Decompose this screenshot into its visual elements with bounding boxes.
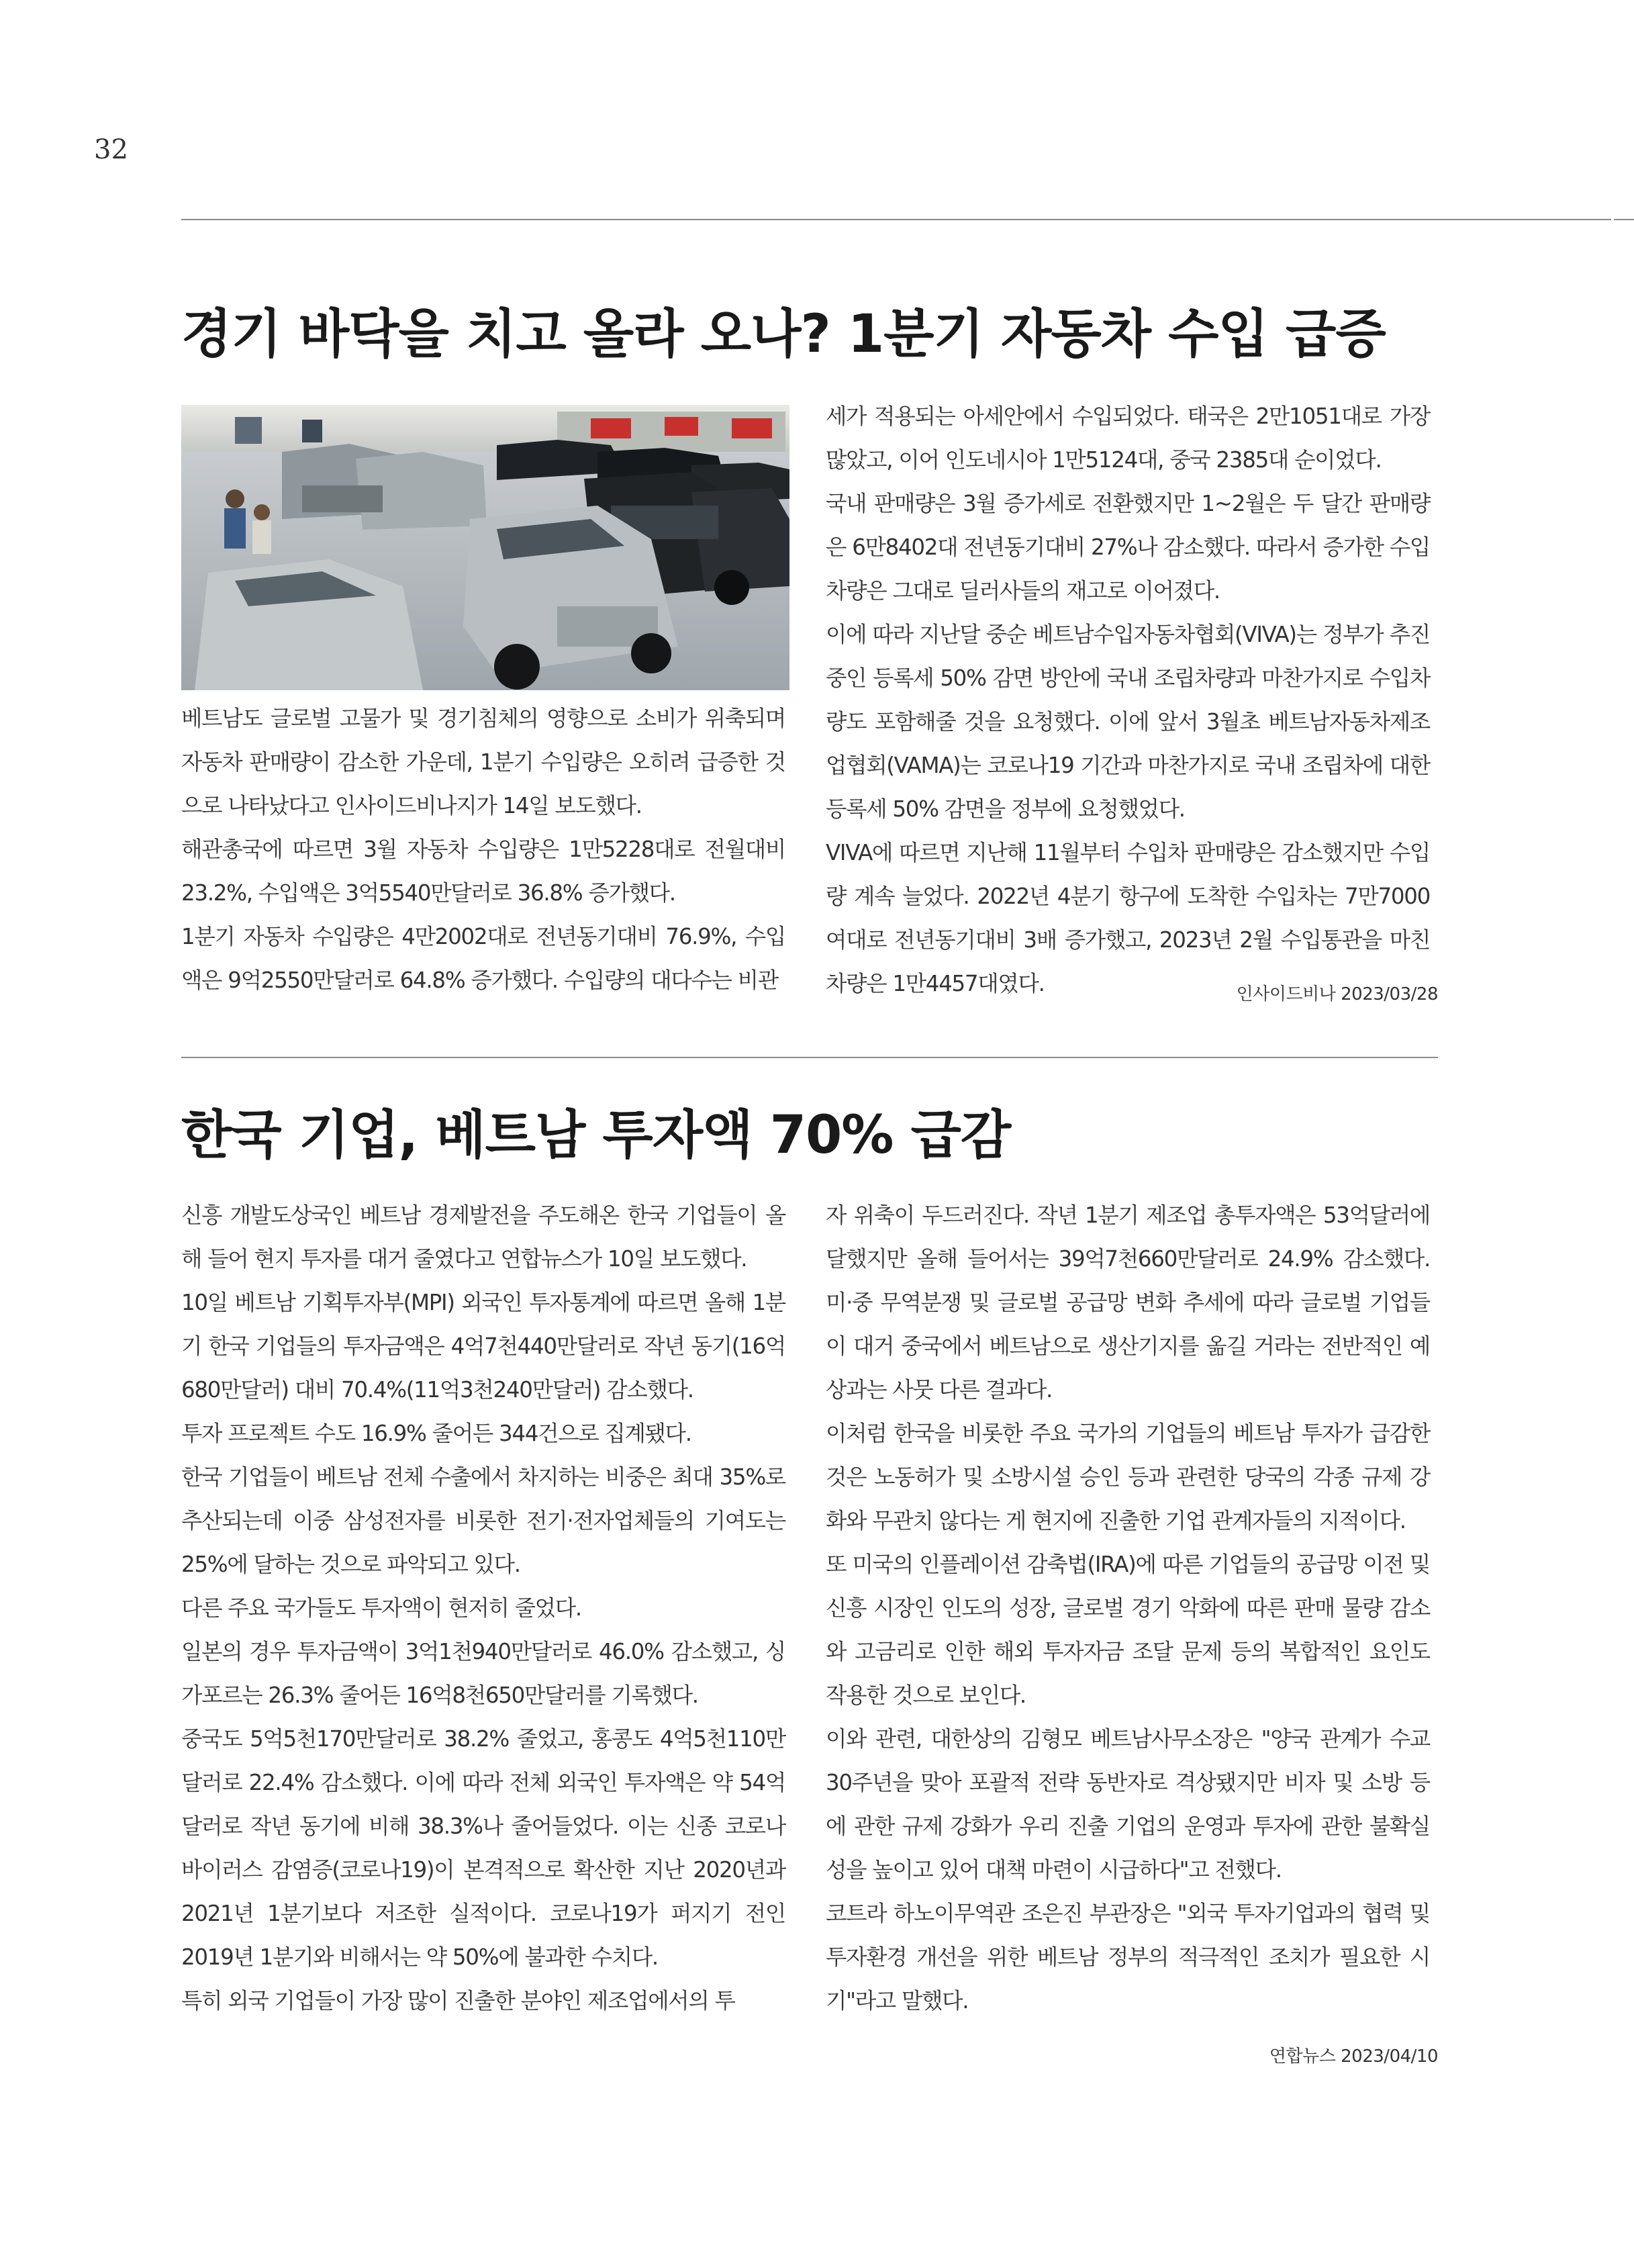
paragraph: 이처럼 한국을 비롯한 주요 국가의 기업들의 베트남 투자가 급감한 것은 노동허가 및 소방시설 승인 등과 관련한 당국의 각종 규제 강화와 무관치 않다는 게 현지에 진출한 기업 관계자들의 지적이다.	[826, 1421, 1430, 1533]
paragraph: VIVA에 따르면 지난해 11월부터 수입차 판매량은 감소했지만 수입량 계속 늘었다. 2022년 4분기 항구에 도착한 수입차는 7만7000여대로 전년동기대비 3배 증가했고, 2023년 2월 수입통관을 마친 차량은 1만4457대였다.	[826, 840, 1430, 996]
paragraph: 특히 외국 기업들이 가장 많이 진출한 분야인 제조업에서의 투	[181, 1988, 735, 2014]
paragraph: 자 위축이 두드러진다. 작년 1분기 제조업 총투자액은 53억달러에 달했지만 올해 들어서는 39억7천660만달러로 24.9% 감소했다. 미·중 무역분쟁 및 글로벌 공급망 변화 추세에 따라 글로벌 기업들이 대거 중국에서 베트남으로 생산기지를 옮길 거라는 전반적인 예상과는 사뭇 다른 결과다.	[826, 1202, 1430, 1403]
paragraph: 10일 베트남 기획투자부(MPI) 외국인 투자통계에 따르면 올해 1분기 한국 기업들의 투자금액은 4억7천440만달러로 작년 동기(16억680만달러) 대비 70.4%(11억3천240만달러) 감소했다.	[181, 1290, 785, 1403]
paragraph: 중국도 5억5천170만달러로 38.2% 줄었고, 홍콩도 4억5천110만달러로 22.4% 감소했다. 이에 따라 전체 외국인 투자액은 약 54억달러로 작년 동기에 비해 38.3%나 줄어들었다. 이는 신종 코로나바이러스 감염증(코로나19)이 본격적으로 확산한 지난 2020년과 2021년 1분기보다 저조한 실적이다. 코로나19가 퍼지기 전인 2019년 1분기와 비해서는 약 50%에 불과한 수치다.	[181, 1726, 785, 1970]
article1-right-column	[826, 395, 1430, 1006]
paragraph: 코트라 하노이무역관 조은진 부관장은 "외국 투자기업과의 협력 및 투자환경 개선을 위한 베트남 정부의 적극적인 조치가 필요한 시기"라고 말했다.	[826, 1901, 1430, 2014]
top-divider-tick	[1614, 219, 1634, 220]
paragraph: 투자 프로젝트 수도 16.9% 줄어든 344건으로 집계됐다.	[181, 1421, 691, 1446]
article1-source: 인사이드비나 2023/03/28	[1236, 984, 1438, 1004]
article1-headline: 경기 바닥을 치고 올라 오나? 1분기 자동차 수입 급증	[181, 304, 1386, 365]
paragraph: 국내 판매량은 3월 증가세로 전환했지만 1~2월은 두 달간 판매량은 6만8402대 전년동기대비 27%나 감소했다. 따라서 증가한 수입차량은 그대로 딜러사들의 재고로 이어졌다.	[826, 491, 1430, 604]
article2-left-column	[181, 1194, 785, 2023]
paragraph: 한국 기업들이 베트남 전체 수출에서 차지하는 비중은 최대 35%로 추산되는데 이중 삼성전자를 비롯한 전기·전자업체들의 기여도는 25%에 달하는 것으로 파악되고 있다.	[181, 1464, 785, 1577]
paragraph: 이와 관련, 대한상의 김형모 베트남사무소장은 "양국 관계가 수교 30주년을 맞아 포괄적 전략 동반자로 격상됐지만 비자 및 소방 등에 관한 규제 강화가 우리 진출 기업의 운영과 투자에 관한 불확실성을 높이고 있어 대책 마련이 시급하다"고 전했다.	[826, 1726, 1430, 1883]
page-number: 32	[94, 134, 128, 165]
article2-headline: 한국 기업, 베트남 투자액 70% 급감	[181, 1105, 1011, 1166]
paragraph: 신흥 개발도상국인 베트남 경제발전을 주도해온 한국 기업들이 올해 들어 현지 투자를 대거 줄였다고 연합뉴스가 10일 보도했다.	[181, 1202, 785, 1272]
top-divider	[181, 219, 1611, 220]
paragraph: 해관총국에 따르면 3월 자동차 수입량은 1만5228대로 전월대비 23.2%, 수입액은 3억5540만달러로 36.8% 증가했다.	[181, 837, 785, 906]
paragraph: 이에 따라 지난달 중순 베트남수입자동차협회(VIVA)는 정부가 추진중인 등록세 50% 감면 방안에 국내 조립차량과 마찬가지로 수입차량도 포함해줄 것을 요청했다. 이에 앞서 3월초 베트남자동차제조업협회(VAMA)는 코로나19 기간과 마찬가지로 국내 조립차에 대한 등록세 50% 감면을 정부에 요청했었다.	[826, 622, 1430, 822]
article2-right-column	[826, 1194, 1430, 2023]
paragraph: 다른 주요 국가들도 투자액이 현저히 줄었다.	[181, 1595, 581, 1621]
article-divider	[181, 1057, 1438, 1058]
article2-source: 연합뉴스 2023/04/10	[1269, 2046, 1438, 2067]
paragraph: 베트남도 글로벌 고물가 및 경기침체의 영향으로 소비가 위축되며 자동차 판매량이 감소한 가운데, 1분기 수입량은 오히려 급증한 것으로 나타났다고 인사이드비나지가 14일 보도했다.	[181, 706, 785, 818]
paragraph: 또 미국의 인플레이션 감축법(IRA)에 따른 기업들의 공급망 이전 및 신흥 시장인 인도의 성장, 글로벌 경기 악화에 따른 판매 물량 감소와 고금리로 인한 해외 투자자금 조달 문제 등의 복합적인 요인도 작용한 것으로 보인다.	[826, 1552, 1430, 1708]
paragraph: 세가 적용되는 아세안에서 수입되었다. 태국은 2만1051대로 가장 많았고, 이어 인도네시아 1만5124대, 중국 2385대 순이었다.	[826, 404, 1430, 473]
car-dealership-photo	[181, 405, 789, 690]
paragraph: 일본의 경우 투자금액이 3억1천940만달러로 46.0% 감소했고, 싱가포르는 26.3% 줄어든 16억8천650만달러를 기록했다.	[181, 1639, 785, 1708]
paragraph: 1분기 자동차 수입량은 4만2002대로 전년동기대비 76.9%, 수입액은 9억2550만달러로 64.8% 증가했다. 수입량의 대다수는 비관	[181, 924, 785, 993]
article1-left-column	[181, 697, 785, 1002]
